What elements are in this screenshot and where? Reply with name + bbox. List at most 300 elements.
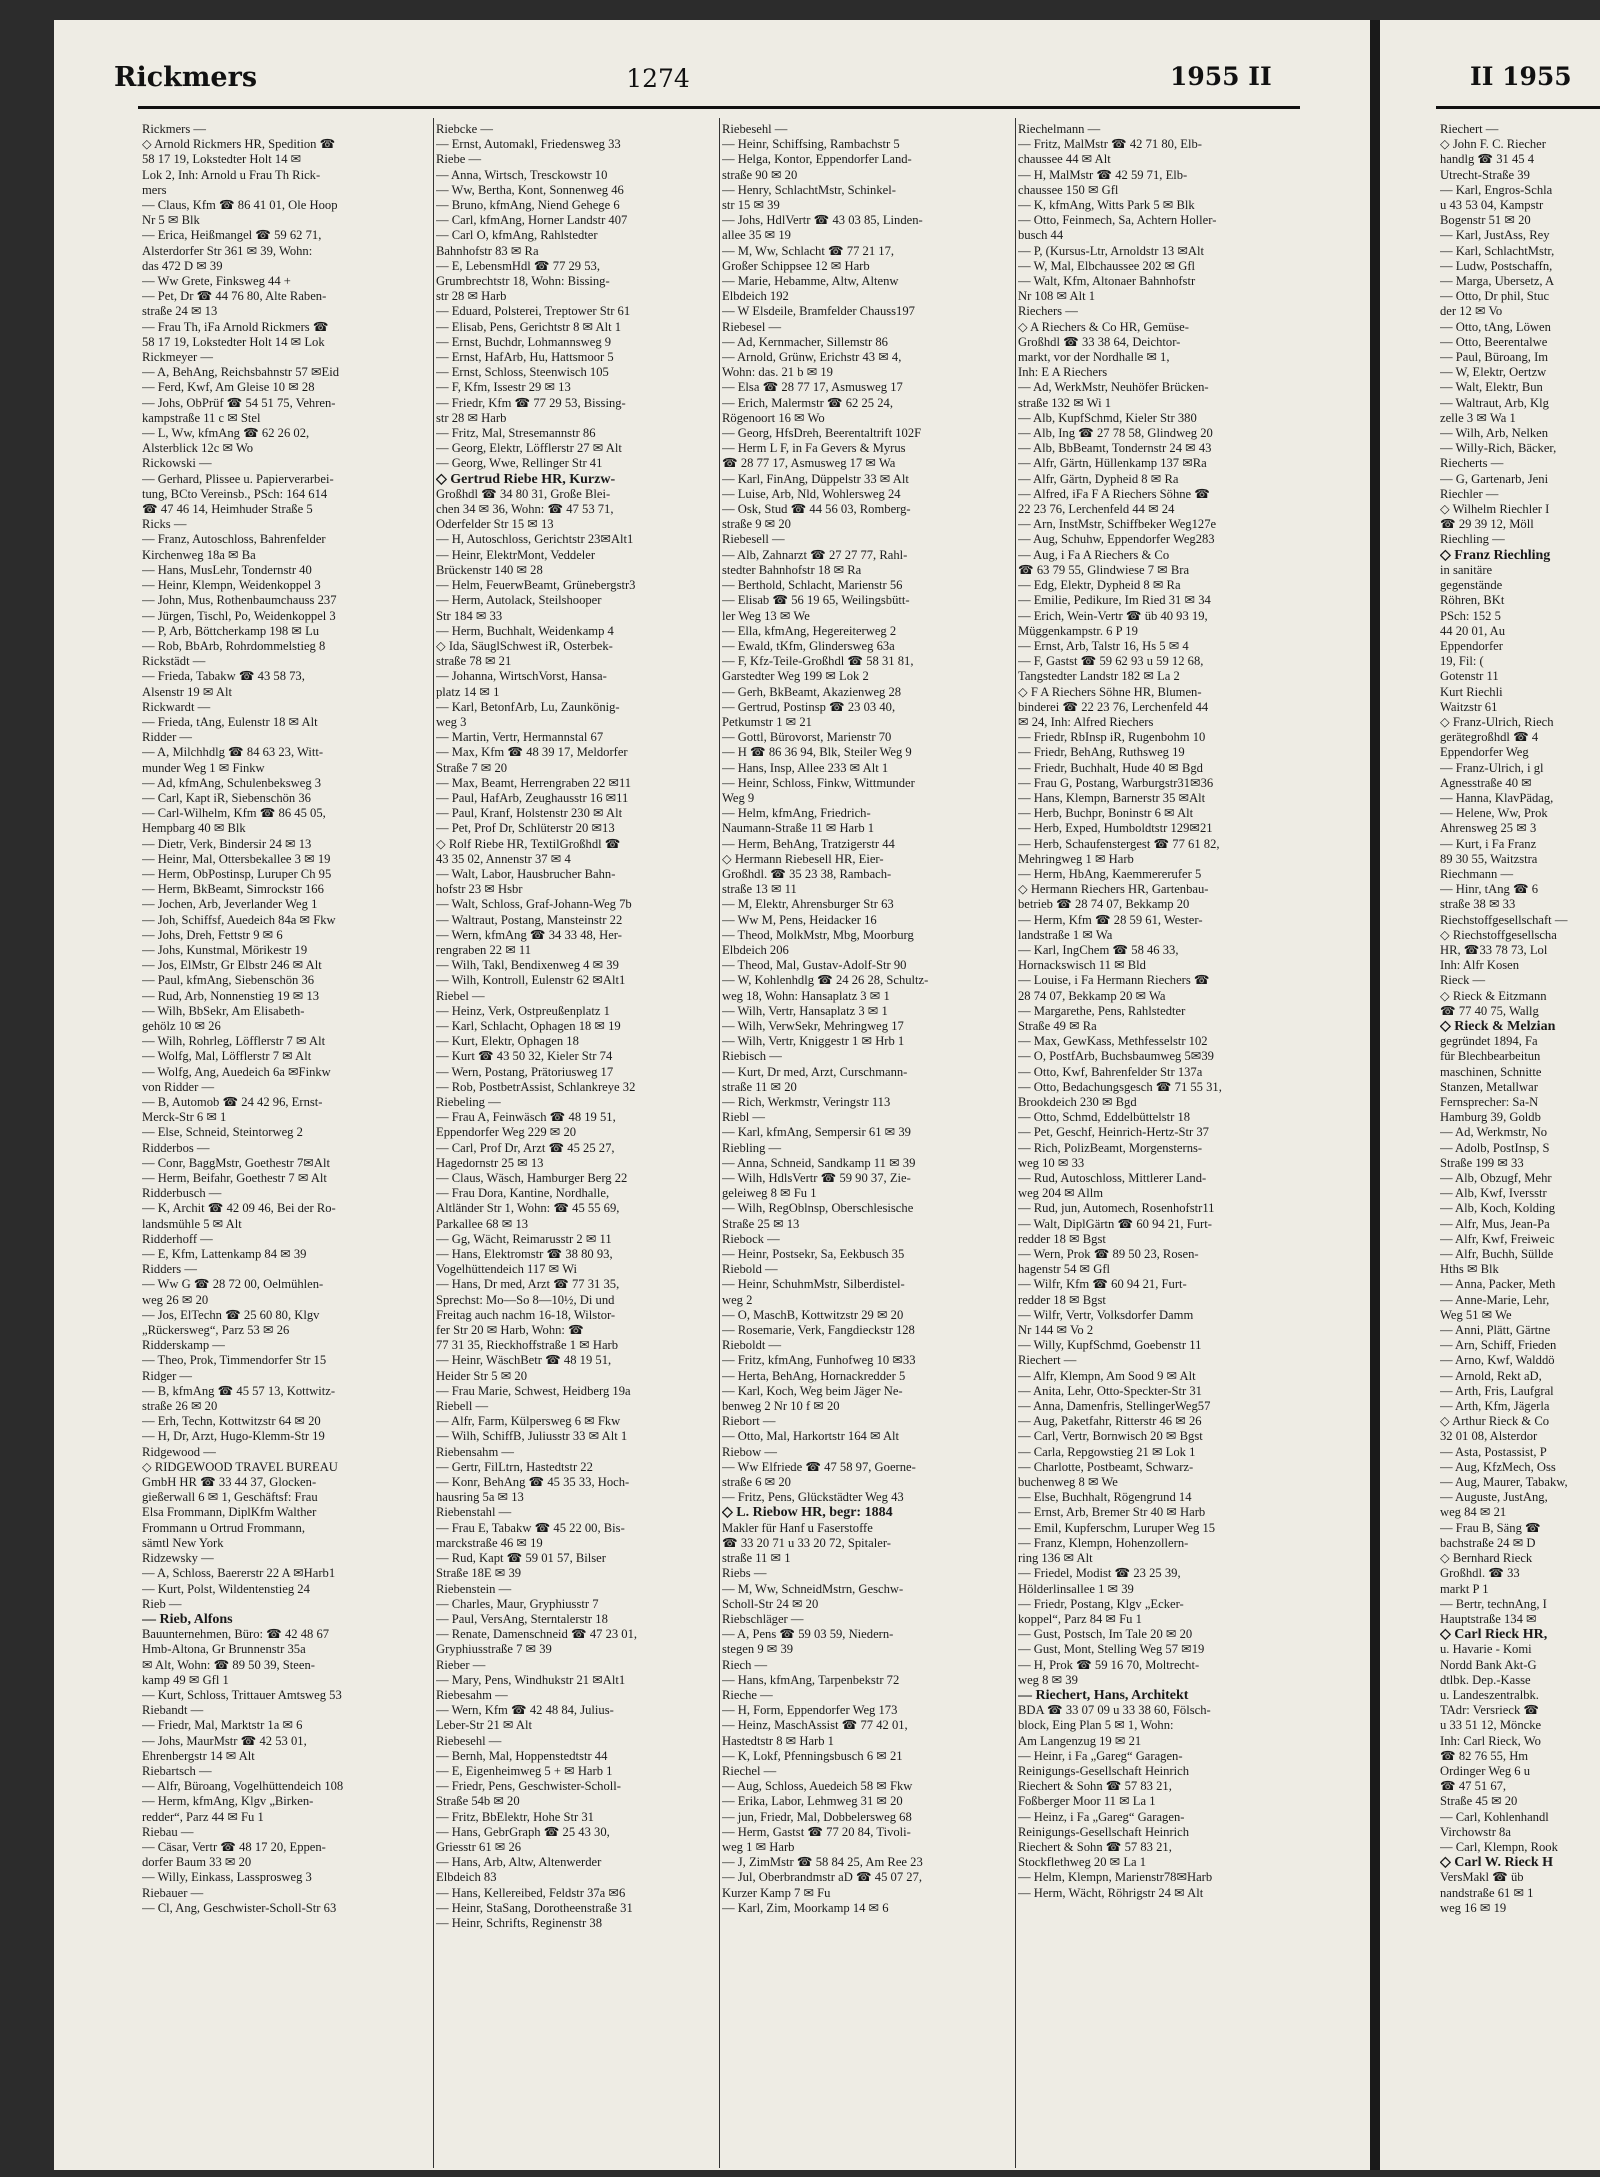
- directory-line: Riechler —: [1440, 486, 1499, 501]
- directory-line: — Joh, Schiffsf, Auedeich 84a ✉ Fkw: [142, 912, 336, 927]
- directory-line: — B, kfmAng ☎ 45 57 13, Kottwitz-: [142, 1383, 336, 1398]
- directory-line: — L, Ww, kfmAng ☎ 62 26 02,: [142, 426, 310, 441]
- directory-line: Straße 54b ✉ 20: [436, 1794, 520, 1809]
- directory-line: — Herb, Buchpr, Boninstr 6 ✉ Alt: [1018, 806, 1194, 821]
- directory-line: marckstraße 46 ✉ 19: [436, 1535, 543, 1550]
- directory-line: — Herm, BehAng, Tratzigerstr 44: [722, 836, 895, 851]
- directory-line: — O, PostfArb, Buchsbaumweg 5✉39: [1018, 1049, 1214, 1064]
- directory-line: Kirchenweg 18a ✉ Ba: [142, 547, 256, 562]
- directory-line: str 28 ✉ Harb: [436, 289, 507, 304]
- directory-line: — Alfr, Farm, Külpersweg 6 ✉ Fkw: [436, 1414, 621, 1429]
- directory-line: — Carl, Kohlenhandl: [1440, 1809, 1549, 1824]
- directory-line: — jun, Friedr, Mal, Dobbelersweg 68: [722, 1809, 912, 1824]
- directory-line: Großhdl. ☎ 33: [1440, 1566, 1520, 1581]
- directory-line: das 472 D ✉ 39: [142, 258, 223, 273]
- directory-line: Riechers —: [1018, 304, 1078, 319]
- directory-line: ◇ Rieck & Eitzmann: [1440, 988, 1547, 1003]
- directory-line: Ehrenbergstr 14 ✉ Alt: [142, 1748, 255, 1763]
- directory-line: — E, LebensmHdl ☎ 77 29 53,: [436, 258, 600, 273]
- directory-line: — Edg, Elektr, Dypheid 8 ✉ Ra: [1018, 578, 1181, 593]
- directory-line: stegen 9 ✉ 39: [722, 1642, 794, 1657]
- directory-line: ring 136 ✉ Alt: [1018, 1551, 1093, 1566]
- directory-line: — Karl, Schlacht, Ophagen 18 ✉ 19: [436, 1018, 621, 1033]
- directory-line: — Adolb, PostInsp, S: [1440, 1140, 1550, 1155]
- directory-line: bachstraße 24 ✉ D: [1440, 1535, 1536, 1550]
- directory-line: Grumbrechtstr 18, Wohn: Bissing-: [436, 274, 610, 289]
- directory-line: Straße 49 ✉ Ra: [1018, 1018, 1097, 1033]
- directory-line: — Gust, Postsch, Im Tale 20 ✉ 20: [1018, 1627, 1193, 1642]
- directory-line: Rickowski —: [142, 456, 212, 471]
- directory-line: — Frau E, Tabakw ☎ 45 22 00, Bis-: [436, 1520, 625, 1535]
- directory-line: der 12 ✉ Vo: [1440, 304, 1503, 319]
- directory-line: — Karl, Engros-Schla: [1440, 182, 1553, 197]
- directory-line: — Rich, Werkmstr, Veringstr 113: [722, 1095, 891, 1109]
- directory-line: — Kurt, Elektr, Ophagen 18: [436, 1034, 579, 1049]
- directory-line: — Wilh, Vertr, Kniggestr 1 ✉ Hrb 1: [722, 1034, 905, 1049]
- directory-line: — Wilh, Rohrleg, Löfflerstr 7 ✉ Alt: [142, 1034, 326, 1049]
- directory-line: ☎ 63 79 55, Glindwiese 7 ✉ Bra: [1018, 562, 1190, 577]
- directory-line: — Pet, Prof Dr, Schlüterstr 20 ✉13: [436, 821, 615, 836]
- directory-line: u 33 51 12, Möncke: [1440, 1718, 1542, 1733]
- directory-line: — Herm, kfmAng, Klgv „Birken-: [142, 1794, 314, 1809]
- directory-line: Wohn: das. 21 b ✉ 19: [722, 365, 833, 380]
- directory-line: gerätegroßhdl ☎ 4: [1440, 730, 1539, 745]
- directory-line: — Hans, Insp, Allee 233 ✉ Alt 1: [722, 760, 889, 775]
- directory-line: redder“, Parz 44 ✉ Fu 1: [142, 1809, 264, 1824]
- directory-line: — Wern, Kfm ☎ 42 48 84, Julius-: [436, 1703, 614, 1718]
- directory-line: ◇ Hermann Riechers HR, Gartenbau-: [1018, 882, 1209, 897]
- directory-column-3: [722, 122, 1012, 2167]
- directory-line: — Arno, Kwf, Walddö: [1440, 1353, 1555, 1368]
- directory-line: Eppendorfer Weg 229 ✉ 20: [436, 1125, 577, 1140]
- directory-column-2: [436, 122, 716, 2167]
- directory-line: — Carl, Klempn, Rook: [1440, 1839, 1558, 1854]
- directory-line: — Anna, Schneid, Sandkamp 11 ✉ 39: [722, 1155, 916, 1170]
- directory-line: Riebesell —: [722, 532, 785, 547]
- directory-line: 58 17 19, Lokstedter Holt 14 ✉ Lok: [142, 334, 325, 349]
- directory-line: Elbdeich 192: [722, 289, 789, 304]
- directory-line: — Otto, Beerentalwe: [1440, 334, 1548, 349]
- directory-line: — Fritz, Pens, Glückstädter Weg 43: [722, 1490, 904, 1505]
- directory-line: Merck-Str 6 ✉ 1: [142, 1110, 227, 1125]
- directory-line: straße 26 ✉ 20: [142, 1399, 218, 1414]
- directory-line: u. Havarie - Komi: [1440, 1642, 1532, 1657]
- directory-line: Nordd Bank Akt-G: [1440, 1657, 1537, 1672]
- directory-line: — Otto, Mal, Harkortstr 164 ✉ Alt: [722, 1429, 900, 1444]
- directory-line: — Wilfr, Kfm ☎ 60 94 21, Furt-: [1018, 1277, 1187, 1292]
- directory-line: Riechelmann —: [1018, 122, 1101, 136]
- directory-line: — Frau G, Postang, Warburgstr31✉36: [1018, 775, 1214, 790]
- directory-line: — M, Ww, SchneidMstrn, Geschw-: [722, 1581, 904, 1596]
- directory-line: 44 20 01, Au: [1440, 623, 1506, 638]
- directory-line: — Bernh, Mal, Hoppenstedtstr 44: [436, 1748, 608, 1763]
- directory-line: — M, Elektr, Ahrensburger Str 63: [722, 897, 894, 912]
- directory-line: stedter Bahnhofstr 18 ✉ Ra: [722, 562, 862, 577]
- directory-line: Ordinger Weg 6 u: [1440, 1763, 1531, 1778]
- directory-line: rengraben 22 ✉ 11: [436, 942, 532, 957]
- directory-line: — John, Mus, Rothenbaumchauss 237: [142, 593, 337, 608]
- directory-line: ◇ Franz-Ulrich, Riech: [1440, 714, 1554, 729]
- directory-line: Leber-Str 21 ✉ Alt: [436, 1718, 532, 1733]
- directory-line: — Franz, Klempn, Hohenzollern-: [1018, 1535, 1189, 1550]
- directory-line: — Fritz, BbElektr, Hohe Str 31: [436, 1809, 594, 1824]
- directory-line: — Hanna, KlavPädag,: [1440, 790, 1554, 805]
- directory-line: weg 84 ✉ 21: [1440, 1505, 1507, 1520]
- directory-line: mers: [142, 182, 167, 197]
- directory-line: Ridders —: [142, 1262, 197, 1277]
- directory-line: Hmb-Altona, Gr Brunnenstr 35a: [142, 1642, 306, 1657]
- directory-line: — Helm, kfmAng, Friedrich-: [722, 806, 871, 821]
- directory-line: Rieche —: [722, 1687, 773, 1702]
- directory-line: — Hans, Arb, Altw, Altenwerder: [436, 1855, 602, 1870]
- directory-line: — Carl-Wilhelm, Kfm ☎ 86 45 05,: [142, 806, 326, 821]
- directory-line: — Georg, HfsDreh, Beerentaltrift 102F: [722, 426, 922, 441]
- directory-line: — Herm, Gastst ☎ 77 20 84, Tivoli-: [722, 1824, 911, 1839]
- directory-line: — Kurt ☎ 43 50 32, Kieler Str 74: [436, 1049, 613, 1064]
- directory-line: — Alfr, Mus, Jean-Pa: [1440, 1216, 1550, 1231]
- directory-line: — Eduard, Polsterei, Treptower Str 61: [436, 304, 631, 319]
- directory-column-4: [1018, 122, 1300, 2167]
- directory-line: Riebesehl —: [436, 1733, 502, 1748]
- directory-line: u 43 53 04, Kampstr: [1440, 198, 1544, 213]
- directory-line: — Heinz, Verk, Ostpreußenplatz 1: [436, 1003, 610, 1018]
- directory-line: — Riechert, Hans, Architekt: [1018, 1687, 1189, 1703]
- directory-line: — Karl, SchlachtMstr,: [1440, 243, 1555, 258]
- directory-line: redder 18 ✉ Bgst: [1018, 1231, 1106, 1246]
- directory-line: Riebesahm —: [436, 1687, 508, 1702]
- directory-line: — Cl, Ang, Geschwister-Scholl-Str 63: [142, 1900, 337, 1915]
- directory-line: — Arnold, Rekt aD,: [1440, 1368, 1542, 1383]
- running-head-year-left: 1955 II: [1170, 62, 1272, 91]
- directory-line: — Erh, Techn, Kottwitzstr 64 ✉ 20: [142, 1414, 321, 1429]
- directory-line: — Conr, BaggMstr, Goethestr 7✉Alt: [142, 1155, 330, 1170]
- directory-line: — Frau Marie, Schwest, Heidberg 19a: [436, 1383, 631, 1398]
- directory-line: — W, Elektr, Oertzw: [1440, 365, 1547, 380]
- directory-line: weg 3: [436, 714, 467, 729]
- directory-line: Ahrensweg 25 ✉ 3: [1440, 821, 1537, 836]
- directory-line: — Friedr, BehAng, Ruthsweg 19: [1018, 745, 1185, 760]
- directory-line: — Elsa ☎ 28 77 17, Asmusweg 17: [722, 380, 903, 395]
- directory-line: Eppendorfer Weg: [1440, 745, 1529, 760]
- directory-line: — Helga, Kontor, Eppendorfer Land-: [722, 152, 912, 167]
- directory-line: str 28 ✉ Harb: [436, 410, 507, 425]
- directory-line: Riebock —: [722, 1231, 780, 1246]
- directory-line: — Margarethe, Pens, Rahlstedter: [1018, 1003, 1186, 1018]
- directory-line: Rieboldt —: [722, 1338, 782, 1353]
- running-head-surname: Rickmers: [114, 62, 258, 93]
- directory-line: — Alfr, Gärtn, Hüllenkamp 137 ✉Ra: [1018, 456, 1207, 471]
- directory-line: — Anni, Plätt, Gärtne: [1440, 1323, 1551, 1338]
- directory-line: — Ernst, Arb, Bremer Str 40 ✉ Harb: [1018, 1505, 1206, 1520]
- directory-line: — Friedr, Postang, Klgv „Ecker-: [1018, 1596, 1184, 1611]
- directory-line: Stanzen, Metallwar: [1440, 1079, 1538, 1094]
- directory-line: — H, Form, Eppendorfer Weg 173: [722, 1703, 898, 1718]
- directory-line: Riebling —: [722, 1140, 782, 1155]
- directory-line: — Otto, Kwf, Bahrenfelder Str 137a: [1018, 1064, 1203, 1079]
- directory-line: — Frau Dora, Kantine, Nordhalle,: [436, 1186, 610, 1201]
- directory-line: — Erich, Wein-Vertr ☎ üb 40 93 19,: [1018, 608, 1208, 623]
- directory-line: betrieb ☎ 28 74 07, Bekkamp 20: [1018, 897, 1190, 912]
- directory-line: chen 34 ✉ 36, Wohn: ☎ 47 53 71,: [436, 502, 614, 517]
- directory-line: — Charles, Maur, Gryphiusstr 7: [436, 1596, 599, 1611]
- directory-line: kamp 49 ✉ Gfl 1: [142, 1672, 229, 1687]
- directory-line: — Fritz, kfmAng, Funhofweg 10 ✉33: [722, 1353, 916, 1368]
- directory-line: Straße 7 ✉ 20: [436, 760, 508, 775]
- directory-line: Müggenkampstr. 6 P 19: [1018, 623, 1138, 638]
- directory-line: gießerwall 6 ✉ 1, Geschäftsf: Frau: [142, 1490, 318, 1505]
- directory-line: — Wilh, BbSekr, Am Elisabeth-: [142, 1003, 305, 1018]
- directory-line: Hagedornstr 25 ✉ 13: [436, 1155, 544, 1170]
- directory-line: — Carl, kfmAng, Horner Landstr 407: [436, 213, 628, 228]
- directory-line: — Alfr, Kwf, Freiweic: [1440, 1231, 1555, 1246]
- directory-line: — Carl, Prof Dr, Arzt ☎ 45 25 27,: [436, 1140, 615, 1155]
- directory-line: — Charlotte, Postbeamt, Schwarz-: [1018, 1459, 1194, 1474]
- directory-line: — Else, Buchhalt, Rögengrund 14: [1018, 1490, 1192, 1505]
- directory-line: — Ludw, Postschaffn,: [1440, 258, 1553, 273]
- directory-line: Elbdeich 83: [436, 1870, 497, 1885]
- directory-line: — Jochen, Arb, Jeverlander Weg 1: [142, 897, 318, 912]
- directory-line: — H ☎ 86 36 94, Blk, Steiler Weg 9: [722, 745, 912, 760]
- directory-line: Riebschläger —: [722, 1611, 804, 1626]
- directory-line: — Heinz, MaschAssist ☎ 77 42 01,: [722, 1718, 908, 1733]
- directory-line: benweg 2 Nr 10 f ✉ 20: [722, 1399, 840, 1414]
- directory-line: binderei ☎ 22 23 76, Lerchenfeld 44: [1018, 699, 1209, 714]
- directory-line: — Herm, Beifahr, Goethestr 7 ✉ Alt: [142, 1171, 327, 1186]
- directory-line: — Frieda, tAng, Eulenstr 18 ✉ Alt: [142, 714, 318, 729]
- directory-line: — Luise, Arb, Nld, Wohlersweg 24: [722, 486, 901, 501]
- directory-line: — Herm, ObPostinsp, Luruper Ch 95: [142, 866, 332, 881]
- directory-line: Riebort —: [722, 1414, 776, 1429]
- directory-line: 22 23 76, Lerchenfeld 44 ✉ 24: [1018, 502, 1175, 517]
- directory-line: 43 35 02, Annenstr 37 ✉ 4: [436, 851, 571, 866]
- directory-line: — Ernst, Automakl, Friedensweg 33: [436, 137, 621, 152]
- directory-line: — Fritz, MalMstr ☎ 42 71 80, Elb-: [1018, 137, 1202, 152]
- directory-line: — Anna, Damenfris, StellingerWeg57: [1018, 1399, 1211, 1414]
- directory-line: Makler für Hanf u Faserstoffe: [722, 1520, 873, 1535]
- column-divider: [1015, 118, 1016, 2168]
- directory-line: — Alb, BbBeamt, Tondernstr 24 ✉ 43: [1018, 441, 1212, 456]
- directory-line: straße 132 ✉ Wi 1: [1018, 395, 1112, 410]
- directory-line: — Herm, Autolack, Steilshooper: [436, 593, 602, 608]
- directory-line: ◇ Carl Rieck HR,: [1440, 1627, 1548, 1643]
- directory-line: — Asta, Postassist, P: [1440, 1444, 1547, 1459]
- directory-line: — Wilh, VerwSekr, Mehringweg 17: [722, 1018, 904, 1033]
- directory-line: — Willy, Einkass, Lassprosweg 3: [142, 1870, 312, 1885]
- directory-line: — A, BehAng, Reichsbahnstr 57 ✉Eid: [142, 365, 339, 380]
- directory-line: 19, Fil: (: [1440, 654, 1484, 669]
- directory-line: — Arnold, Grünw, Erichstr 43 ✉ 4,: [722, 350, 902, 365]
- directory-line: — Arth, Kfm, Jägerla: [1440, 1399, 1550, 1414]
- directory-line: — Wern, kfmAng ☎ 34 33 48, Her-: [436, 927, 622, 942]
- directory-line: straße 38 ✉ 33: [1440, 897, 1516, 912]
- directory-line: Riebisch —: [722, 1049, 782, 1064]
- directory-line: — W Elsdeile, Bramfelder Chauss197: [722, 304, 915, 319]
- directory-line: Rickstädt —: [142, 654, 206, 669]
- directory-line: BDA ☎ 33 07 09 u 33 38 60, Fölsch-: [1018, 1703, 1211, 1718]
- directory-line: Riebartsch —: [142, 1763, 212, 1778]
- directory-line: — Walt, Schloss, Graf-Johann-Weg 7b: [436, 897, 632, 912]
- directory-line: weg 26 ✉ 20: [142, 1292, 209, 1307]
- directory-line: Stockflethweg 20 ✉ La 1: [1018, 1855, 1147, 1870]
- directory-line: Riebeling —: [436, 1095, 501, 1109]
- directory-line: — Wilh, RegOblnsp, Oberschlesische: [722, 1201, 914, 1216]
- directory-line: Röhren, BKt: [1440, 593, 1505, 608]
- directory-line: — Alb, KupfSchmd, Kieler Str 380: [1018, 410, 1197, 425]
- directory-line: — Jürgen, Tischl, Po, Weidenkoppel 3: [142, 608, 336, 623]
- directory-line: Straße 25 ✉ 13: [722, 1216, 800, 1231]
- directory-line: — Alb, Koch, Kolding: [1440, 1201, 1556, 1216]
- directory-line: Riebold —: [722, 1262, 778, 1277]
- directory-line: Am Langenzug 19 ✉ 21: [1018, 1733, 1142, 1748]
- directory-line: Tangstedter Landstr 182 ✉ La 2: [1018, 669, 1180, 684]
- directory-line: — Alb, Ing ☎ 27 78 58, Glindweg 20: [1018, 426, 1213, 441]
- directory-line: — W, Kohlenhdlg ☎ 24 26 28, Schultz-: [722, 973, 929, 988]
- directory-line: Riebandt —: [142, 1703, 204, 1718]
- directory-line: ◇ F A Riechers Söhne HR, Blumen-: [1018, 684, 1202, 699]
- directory-line: — Auguste, JustAng,: [1440, 1490, 1548, 1505]
- directory-line: Naumann-Straße 11 ✉ Harb 1: [722, 821, 875, 836]
- directory-line: — Hans, Klempn, Barnerstr 35 ✉Alt: [1018, 790, 1206, 805]
- directory-line: — Elisab, Pens, Gerichtstr 8 ✉ Alt 1: [436, 319, 622, 334]
- directory-line: — O, MaschB, Kottwitzstr 29 ✉ 20: [722, 1307, 904, 1322]
- directory-line: 28 74 07, Bekkamp 20 ✉ Wa: [1018, 988, 1166, 1003]
- directory-line: tung, BCto Vereinsb., PSch: 164 614: [142, 486, 328, 501]
- directory-line: — Carl O, kfmAng, Rahlstedter: [436, 228, 598, 243]
- directory-line: — H, Dr, Arzt, Hugo-Klemm-Str 19: [142, 1429, 325, 1444]
- directory-line: — Ad, WerkMstr, Neuhöfer Brücken-: [1018, 380, 1209, 395]
- directory-line: — Herb, Exped, Humboldtstr 129✉21: [1018, 821, 1213, 836]
- directory-line: — Karl, IngChem ☎ 58 46 33,: [1018, 942, 1179, 957]
- directory-line: Agnesstraße 40 ✉: [1440, 775, 1532, 790]
- directory-line: straße 24 ✉ 13: [142, 304, 218, 319]
- directory-line: Utrecht-Straße 39: [1440, 167, 1530, 182]
- directory-line: — Karl, Zim, Moorkamp 14 ✉ 6: [722, 1900, 889, 1915]
- directory-line: ☎ 77 40 75, Wallg: [1440, 1003, 1539, 1018]
- directory-line: Alsterdorfer Str 361 ✉ 39, Wohn:: [142, 243, 313, 258]
- directory-line: weg 16 ✉ 19: [1440, 1900, 1507, 1915]
- directory-line: — Hinr, tAng ☎ 6: [1440, 882, 1539, 897]
- directory-line: straße 6 ✉ 20: [722, 1475, 791, 1490]
- directory-line: — Rieb, Alfons: [142, 1611, 233, 1627]
- directory-line: — Anna, Packer, Meth: [1440, 1277, 1556, 1292]
- directory-line: VersMakl ☎ üb: [1440, 1870, 1524, 1885]
- directory-line: — Frau A, Feinwäsch ☎ 48 19 51,: [436, 1110, 616, 1125]
- directory-line: — Paul, VersAng, Sterntalerstr 18: [436, 1611, 608, 1626]
- directory-line: zelle 3 ✉ Wa 1: [1440, 410, 1516, 425]
- directory-line: ◇ Bernhard Rieck: [1440, 1551, 1533, 1566]
- directory-line: — Wilh, Kontroll, Eulenstr 62 ✉Alt1: [436, 973, 626, 988]
- directory-line: Fernsprecher: Sa-N: [1440, 1095, 1539, 1109]
- directory-line: — Aug, Paketfahr, Ritterstr 46 ✉ 26: [1018, 1414, 1202, 1429]
- directory-line: Rickmers —: [142, 122, 207, 136]
- directory-line: Inh: Alfr Kosen: [1440, 958, 1520, 973]
- directory-line: — Claus, Kfm ☎ 86 41 01, Ole Hoop: [142, 198, 338, 213]
- directory-line: — Paul, Kranf, Holstenstr 230 ✉ Alt: [436, 806, 623, 821]
- directory-line: redder 18 ✉ Bgst: [1018, 1292, 1106, 1307]
- directory-line: ◇ John F. C. Riecher: [1440, 137, 1546, 152]
- directory-line: — Helm, Klempn, Marienstr78✉Harb: [1018, 1870, 1213, 1885]
- directory-line: — Ewald, tKfm, Glindersweg 63a: [722, 638, 895, 653]
- directory-line: — Osk, Stud ☎ 44 56 03, Romberg-: [722, 502, 911, 517]
- directory-line: — Ad, Kernmacher, Sillemstr 86: [722, 334, 888, 349]
- directory-line: Großhdl ☎ 34 80 31, Große Blei-: [436, 486, 611, 501]
- directory-line: ◇ L. Riebow HR, begr: 1884: [722, 1505, 893, 1521]
- directory-line: Frommann u Ortrud Frommann,: [142, 1520, 306, 1535]
- directory-line: hofstr 23 ✉ Hsbr: [436, 882, 523, 897]
- directory-line: — Heinz, i Fa „Gareg“ Garagen-: [1018, 1809, 1185, 1824]
- directory-line: — Ernst, Buchdr, Lohmannsweg 9: [436, 334, 612, 349]
- directory-line: — Johs, Kunstmal, Mörikestr 19: [142, 942, 308, 957]
- directory-line: ☎ 29 39 12, Möll: [1440, 517, 1534, 532]
- directory-line: — Otto, Schmd, Eddelbüttelstr 18: [1018, 1110, 1191, 1125]
- directory-line: — Johs, Dreh, Fettstr 9 ✉ 6: [142, 927, 283, 942]
- directory-line: Riecherts —: [1440, 456, 1504, 471]
- directory-line: — Renate, Damenschneid ☎ 47 23 01,: [436, 1627, 638, 1642]
- directory-line: — Theod, Mal, Gustav-Adolf-Str 90: [722, 958, 907, 973]
- directory-line: — Karl, Koch, Weg beim Jäger Ne-: [722, 1383, 903, 1398]
- directory-line: — Gg, Wächt, Reimarusstr 2 ✉ 11: [436, 1231, 612, 1246]
- directory-line: — Heinr, WäschBetr ☎ 48 19 51,: [436, 1353, 612, 1368]
- header-rule-left: [138, 106, 1300, 109]
- directory-line: chaussee 150 ✉ Gfl: [1018, 182, 1119, 197]
- directory-line: ◇ Rieck & Melzian: [1440, 1018, 1556, 1034]
- directory-line: Riechert —: [1018, 1353, 1077, 1368]
- directory-line: — Hans, Dr med, Arzt ☎ 77 31 35,: [436, 1277, 620, 1292]
- directory-line: — Rud, jun, Automech, Rosenhofstr11: [1018, 1201, 1215, 1216]
- directory-line: — Ad, Werkmstr, No: [1440, 1125, 1548, 1140]
- directory-line: Riebl —: [722, 1110, 766, 1125]
- directory-line: Riechert & Sohn ☎ 57 83 21,: [1018, 1779, 1172, 1794]
- directory-line: Bauunternehmen, Büro: ☎ 42 48 67: [142, 1627, 330, 1642]
- directory-line: — Karl, BetonfArb, Lu, Zaunkönig-: [436, 699, 620, 714]
- directory-line: — Hans, kfmAng, Tarpenbekstr 72: [722, 1672, 900, 1687]
- directory-line: — Aug, i Fa A Riechers & Co: [1018, 547, 1170, 562]
- directory-line: Riebensahm —: [436, 1444, 514, 1459]
- directory-line: PSch: 152 5: [1440, 608, 1501, 623]
- directory-line: — Wern, Postang, Prätoriusweg 17: [436, 1064, 614, 1079]
- directory-line: — Emilie, Pedikure, Im Ried 31 ✉ 34: [1018, 593, 1211, 608]
- directory-line: — Anna, Wirtsch, Tresckowstr 10: [436, 167, 608, 182]
- directory-line: Straße 199 ✉ 33: [1440, 1155, 1524, 1170]
- directory-line: — Rob, BbArb, Rohrdommelstieg 8: [142, 638, 326, 653]
- directory-line: Ridderbusch —: [142, 1186, 222, 1201]
- directory-line: Kurt Riechli: [1440, 684, 1503, 699]
- directory-line: weg 1 ✉ Harb: [722, 1839, 795, 1854]
- directory-line: — Kurt, Dr med, Arzt, Curschmann-: [722, 1064, 908, 1079]
- directory-line: — Helene, Ww, Prok: [1440, 806, 1548, 821]
- directory-line: — Anne-Marie, Lehr,: [1440, 1292, 1550, 1307]
- directory-line: Parkallee 68 ✉ 13: [436, 1216, 529, 1231]
- directory-line: — Friedr, Kfm ☎ 77 29 53, Bissing-: [436, 395, 626, 410]
- directory-line: — Wilh, Takl, Bendixenweg 4 ✉ 39: [436, 958, 619, 973]
- directory-line: ☎ 82 76 55, Hm: [1440, 1748, 1529, 1763]
- directory-line: — A, Milchhdlg ☎ 84 63 23, Witt-: [142, 745, 324, 760]
- directory-line: ◇ Franz Riechling: [1440, 547, 1551, 563]
- directory-line: — Gust, Mont, Stelling Weg 57 ✉19: [1018, 1642, 1205, 1657]
- directory-line: — Ella, kfmAng, Hegereiterweg 2: [722, 623, 897, 638]
- directory-line: HR, ☎33 78 73, Lol: [1440, 942, 1548, 957]
- directory-line: Kurzer Kamp 7 ✉ Fu: [722, 1885, 831, 1900]
- directory-line: ◇ Riechstoffgesellscha: [1440, 927, 1557, 942]
- directory-line: Riebesehl —: [722, 122, 788, 136]
- directory-line: — H, MalMstr ☎ 42 59 71, Elb-: [1018, 167, 1188, 182]
- directory-line: — G, Gartenarb, Jeni: [1440, 471, 1549, 486]
- directory-line: — Karl, kfmAng, Sempersir 61 ✉ 39: [722, 1125, 911, 1140]
- directory-line: — Gertr, FilLtrn, Hastedtstr 22: [436, 1459, 593, 1474]
- directory-line: Hastedtstr 8 ✉ Harb 1: [722, 1733, 834, 1748]
- directory-line: Großhdl ☎ 33 38 64, Deichtor-: [1018, 334, 1181, 349]
- directory-line: von Ridder —: [142, 1079, 215, 1094]
